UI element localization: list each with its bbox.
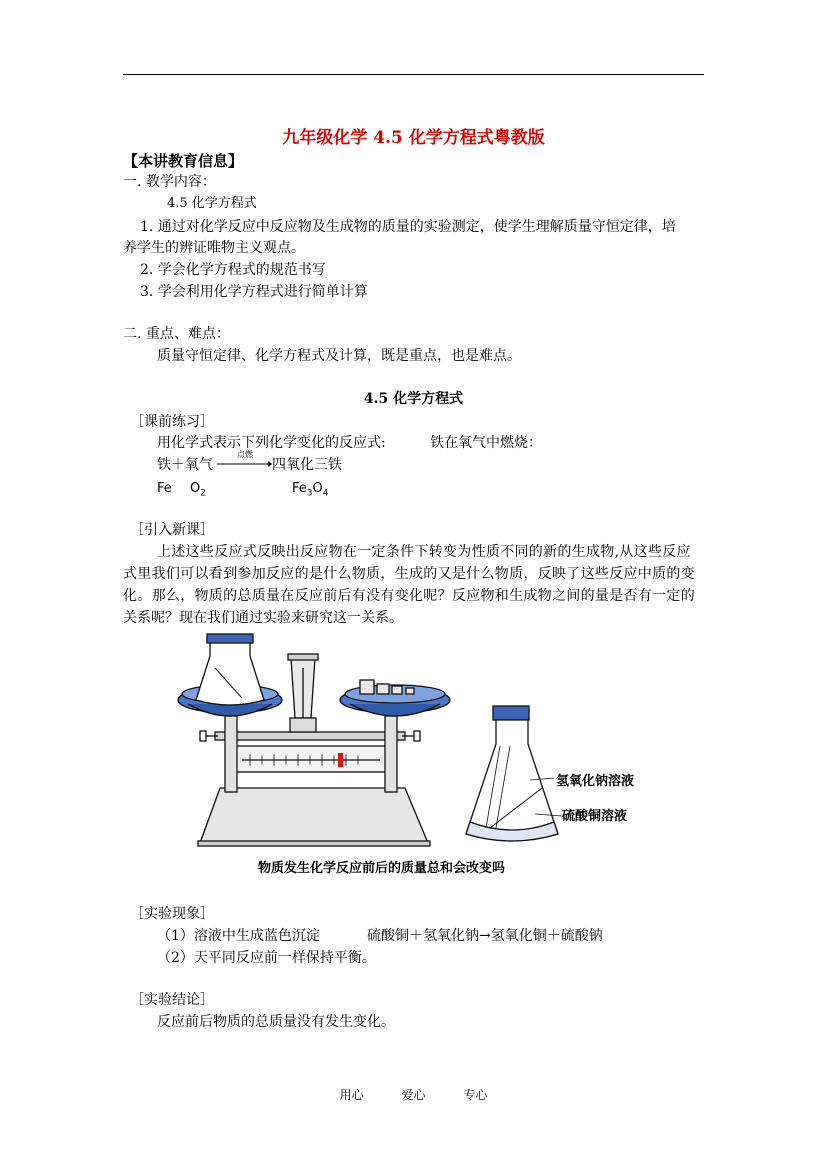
intro-line3: 化。那么，物质的总质量在反应前后有没有变化呢？反应物和生成物之间的量是否有一定的 <box>123 588 695 604</box>
formula-fe: Fe <box>157 481 172 496</box>
section1-item3: 3. 学会利用化学方程式进行简单计算 <box>140 284 368 300</box>
footer-item: 用心 <box>339 1088 364 1102</box>
conclusion-label: ［实验结论］ <box>130 992 214 1008</box>
section1-topic: 4.5 化学方程式 <box>167 196 257 211</box>
header-rule <box>123 74 704 75</box>
section1-item2: 2. 学会化学方程式的规范书写 <box>140 262 326 278</box>
reaction-arrow <box>216 459 272 469</box>
phenomenon-item1-a: （1）溶液中生成蓝色沉淀 <box>157 928 320 944</box>
label-naoh: 氢氧化钠溶液 <box>556 774 635 789</box>
footer-item: 专心 <box>463 1088 488 1102</box>
section1-heading: 一. 教学内容： <box>123 174 216 190</box>
phenomenon-item1-b: 硫酸铜＋氢氧化钠→氢氧化铜＋硫酸钠 <box>367 928 603 944</box>
experiment-figure <box>170 628 670 880</box>
conclusion-content: 反应前后物质的总质量没有发生变化。 <box>157 1014 395 1030</box>
equation-right: 四氧化三铁 <box>272 457 342 473</box>
page-title: 九年级化学 4.5 化学方程式粤教版 <box>282 128 545 148</box>
intro-line2: 式里我们可以看到参加反应的是什么物质，生成的又是什么物质，反映了这些反应中质的变 <box>123 566 695 582</box>
intro-label: ［引入新课］ <box>130 522 214 538</box>
phenomenon-label: ［实验现象］ <box>130 906 214 922</box>
intro-line1: 上述这些反应式反映出反应物在一定条件下转变为性质不同的新的生成物,从这些反应 <box>157 544 691 560</box>
formula-fe3o4: $Fe_3O_4$ <box>292 481 329 499</box>
formula-o2: $O_2$ <box>190 481 206 499</box>
intro-line4: 关系呢？现在我们通过实验来研究这一关系。 <box>123 610 403 626</box>
section-header: 【本讲教育信息】 <box>123 152 244 170</box>
practice-line1-a: 用化学式表示下列化学变化的反应式: <box>157 435 386 451</box>
sub-title: 4.5 化学方程式 <box>363 391 464 407</box>
section2-content: 质量守恒定律、化学方程式及计算，既是重点，也是难点。 <box>157 348 521 364</box>
phenomenon-item2: （2）天平同反应前一样保持平衡。 <box>157 950 376 966</box>
section1-item1-line2: 养学生的辨证唯物主义观点。 <box>123 240 305 256</box>
practice-label: ［课前练习］ <box>130 414 214 430</box>
footer <box>0 1086 827 1103</box>
practice-line1-b: 铁在氧气中燃烧： <box>430 435 542 451</box>
balance-illustration <box>178 634 450 846</box>
equation-condition: 点燃 <box>237 450 253 459</box>
figure-caption: 物质发生化学反应前后的质量总和会改变吗 <box>258 861 506 876</box>
label-cuso4: 硫酸铜溶液 <box>562 809 628 824</box>
flask-illustration <box>466 706 562 841</box>
section1-item1-line1: 1. 通过对化学反应中反应物及生成物的质量的实验测定，使学生理解质量守恒定律，培 <box>140 219 676 235</box>
equation-left: 铁＋氧气 <box>157 457 213 473</box>
section2-heading: 二. 重点、难点： <box>123 326 230 342</box>
footer-item: 爱心 <box>401 1088 426 1102</box>
